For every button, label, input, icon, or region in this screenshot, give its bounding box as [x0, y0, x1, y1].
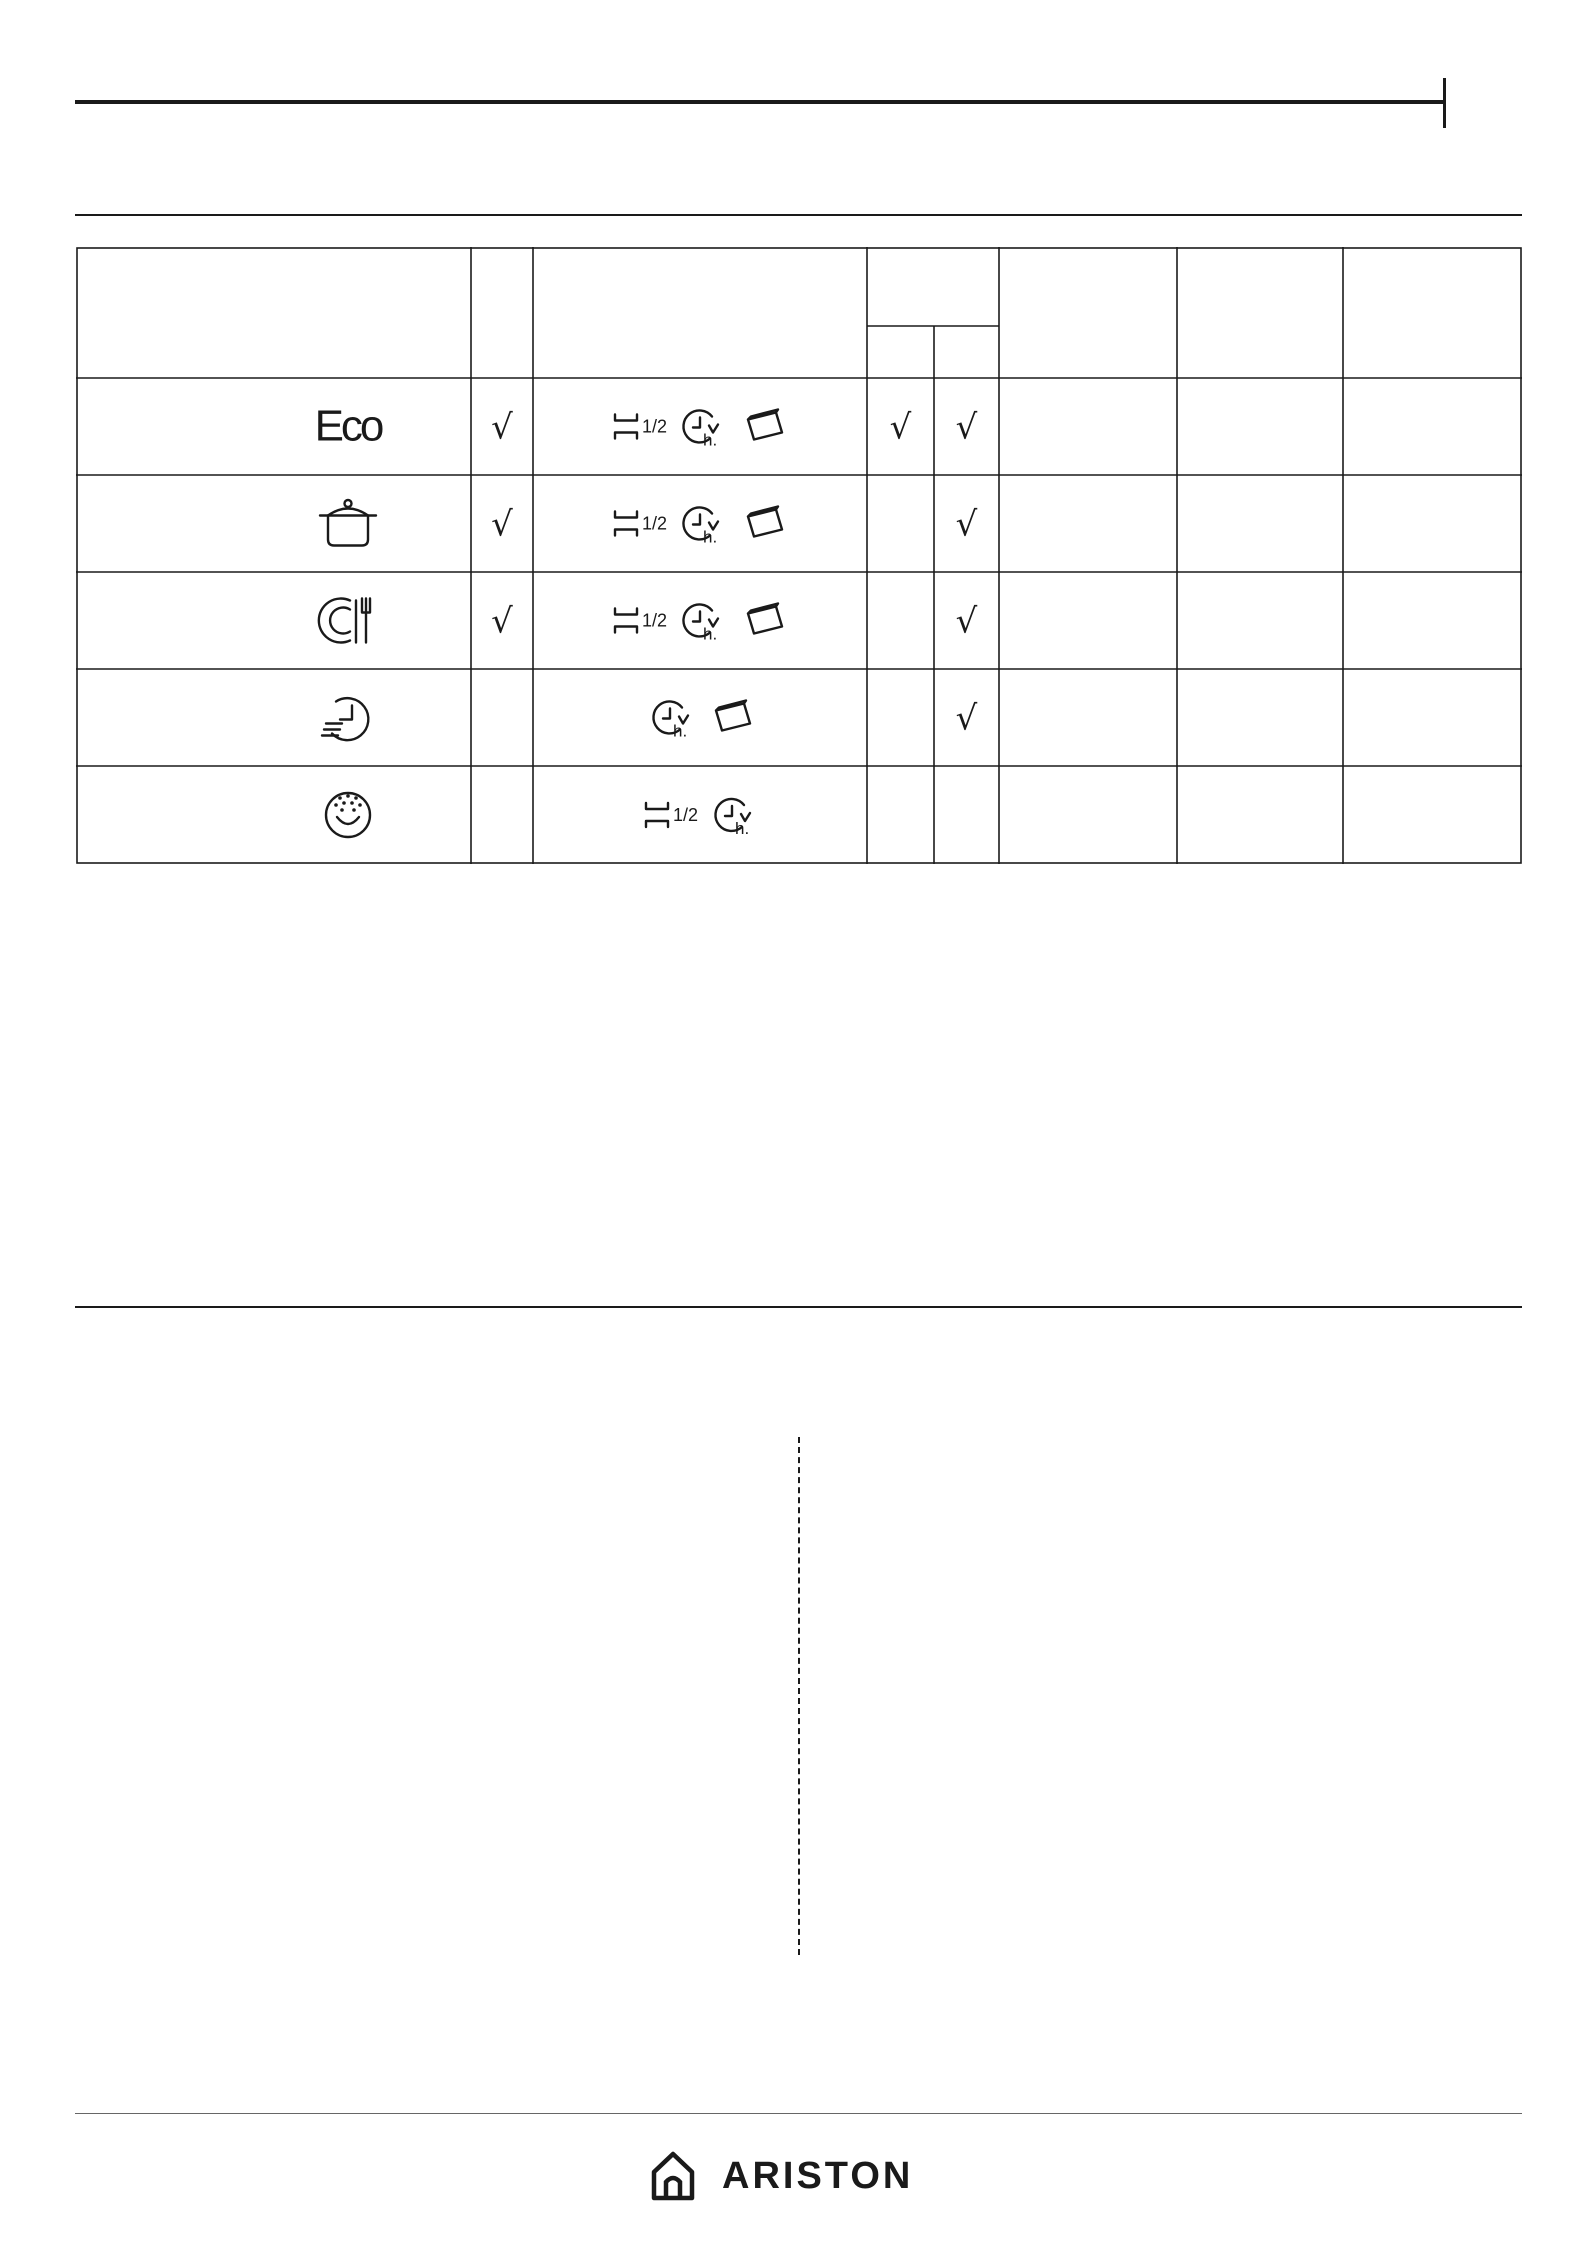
half-load-label: 1/2: [673, 805, 699, 825]
eco-icon: [315, 402, 383, 451]
quick-wash-icon: [322, 698, 368, 740]
half-load-icon: [615, 415, 667, 439]
tablet-icon: [716, 701, 750, 731]
check-mark: √: [491, 504, 513, 545]
half-load-icon: [615, 512, 667, 536]
tablet-icon: [748, 604, 782, 634]
check-mark: √: [955, 601, 978, 642]
header-rule-end-tick: [1443, 78, 1446, 128]
program-table-grid: [76, 247, 1522, 864]
delay-timer-label: h.: [703, 624, 718, 644]
delay-timer-label: h.: [673, 721, 688, 741]
check-mark: √: [491, 601, 513, 642]
header-rule: [75, 100, 1445, 104]
delay-timer-icon: [653, 701, 688, 740]
half-load-icon: [615, 609, 667, 633]
half-load-label: 1/2: [642, 513, 668, 534]
column-divider-dashed: [798, 1437, 800, 1955]
program-table: [76, 247, 1522, 864]
soak-dot: [340, 808, 344, 812]
check-mark: √: [491, 407, 513, 448]
house-logo-icon: [650, 2150, 696, 2202]
delay-timer-label: h.: [703, 430, 718, 450]
section-rule-middle: [75, 1306, 1522, 1308]
delay-timer-icon: [683, 410, 718, 449]
check-mark: √: [955, 407, 978, 448]
soak-dot: [354, 796, 358, 800]
check-mark: √: [955, 698, 978, 739]
eco-label: Eco: [314, 401, 382, 451]
plate-cutlery-icon: [319, 599, 370, 643]
section-rule-top: [75, 214, 1522, 216]
soak-dot: [350, 801, 354, 805]
tablet-icon: [748, 410, 782, 440]
brand-logo: [650, 2150, 913, 2202]
check-mark: √: [889, 407, 912, 448]
delay-timer-icon: [683, 604, 718, 643]
tablet-icon: [748, 507, 782, 537]
check-mark: √: [955, 504, 978, 545]
delay-timer-icon: [683, 507, 718, 546]
delay-timer-label: h.: [703, 527, 718, 547]
soak-dot: [352, 808, 356, 812]
brand-name: ARISTON: [722, 2154, 914, 2197]
soak-dot: [346, 794, 350, 798]
soak-dot: [334, 803, 338, 807]
pot-icon: [320, 500, 376, 546]
half-load-label: 1/2: [642, 416, 668, 437]
table-border: [77, 248, 1521, 863]
soak-dot: [358, 803, 362, 807]
half-load-icon: [646, 803, 698, 827]
footer-rule: [75, 2113, 1522, 2114]
soak-icon: [326, 793, 370, 837]
delay-timer-label: h.: [735, 819, 750, 838]
soak-dot: [342, 801, 346, 805]
half-load-label: 1/2: [642, 610, 668, 631]
delay-timer-icon: [715, 799, 750, 838]
soak-dot: [338, 796, 342, 800]
